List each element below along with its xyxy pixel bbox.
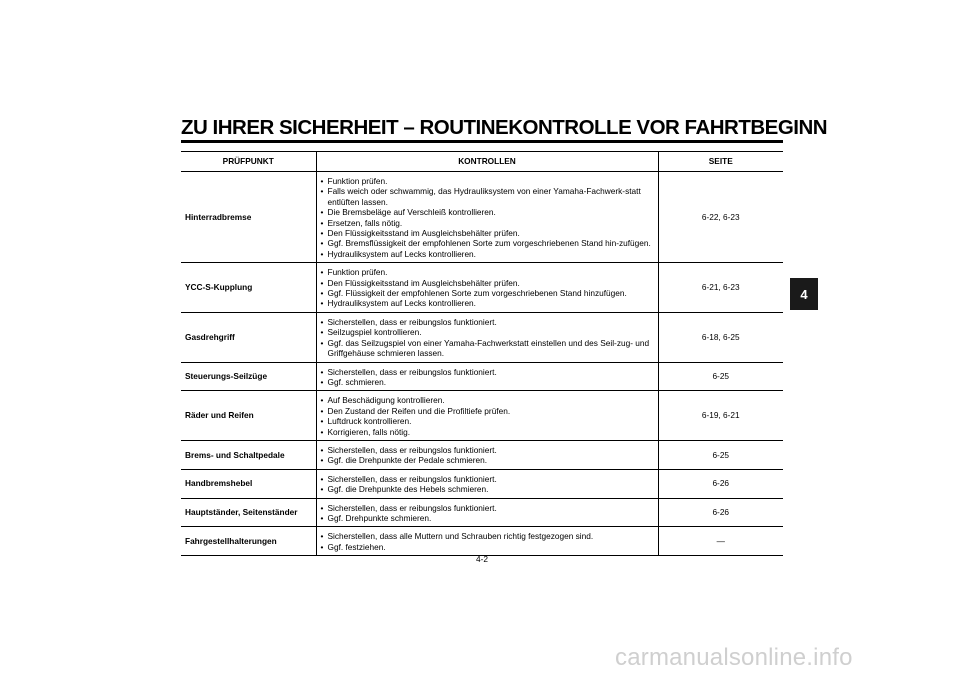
check-list-item: • Sicherstellen, dass er reibungslos funktioniert.	[321, 317, 654, 327]
table-row	[181, 469, 783, 498]
table-body	[181, 172, 783, 556]
check-item: Handbremshebel	[181, 469, 316, 498]
title-rule	[181, 140, 783, 143]
check-list	[317, 391, 658, 440]
check-item: YCC-S-Kupplung	[181, 263, 316, 313]
routine-check-table	[181, 151, 783, 556]
check-list-item: • Ggf. Bremsflüssigkeit der empfohlenen Sorte zum vorgeschriebenen Stand hin-zufügen.	[321, 238, 654, 248]
check-list-cell	[316, 362, 658, 391]
check-item: Hauptständer, Seitenständer	[181, 498, 316, 527]
check-list-item: • Sicherstellen, dass er reibungslos funktioniert.	[321, 474, 654, 484]
check-list-item: • Sicherstellen, dass alle Muttern und Schrauben richtig festgezogen sind.	[321, 531, 654, 541]
check-list-item: • Ggf. schmieren.	[321, 377, 654, 387]
page-reference: —	[658, 527, 783, 556]
check-item: Gasdrehgriff	[181, 312, 316, 362]
page-reference: 6-19, 6-21	[658, 391, 783, 441]
check-list-item: • Den Flüssigkeitsstand im Ausgleichsbehälter prüfen.	[321, 278, 654, 288]
table-row	[181, 312, 783, 362]
page-reference: 6-25	[658, 362, 783, 391]
check-list	[317, 499, 658, 527]
check-list-cell	[316, 527, 658, 556]
page-reference: 6-26	[658, 469, 783, 498]
check-list-item: • Den Zustand der Reifen und die Profiltiefe prüfen.	[321, 406, 654, 416]
check-list-item: • Ggf. die Drehpunkte des Hebels schmieren.	[321, 484, 654, 494]
check-list	[317, 527, 658, 555]
check-list	[317, 172, 658, 262]
check-list-cell	[316, 263, 658, 313]
check-item: Fahrgestellhalterungen	[181, 527, 316, 556]
table-row	[181, 362, 783, 391]
page-reference: 6-21, 6-23	[658, 263, 783, 313]
check-item: Brems- und Schaltpedale	[181, 440, 316, 469]
check-list-item: • Ggf. die Drehpunkte der Pedale schmieren.	[321, 455, 654, 465]
table-row	[181, 391, 783, 441]
check-list	[317, 263, 658, 312]
check-list-item: • Ggf. festziehen.	[321, 542, 654, 552]
check-list-item: • Ggf. Flüssigkeit der empfohlenen Sorte zum vorgeschriebenen Stand hinzufügen.	[321, 288, 654, 298]
check-list-item: • Funktion prüfen.	[321, 176, 654, 186]
check-list-cell	[316, 391, 658, 441]
page-number: 4-2	[476, 554, 488, 564]
table-row	[181, 527, 783, 556]
check-list	[317, 441, 658, 469]
check-list-item: • Sicherstellen, dass er reibungslos funktioniert.	[321, 367, 654, 377]
table-row	[181, 498, 783, 527]
table-row	[181, 440, 783, 469]
check-list-item: • Sicherstellen, dass er reibungslos funktioniert.	[321, 503, 654, 513]
check-list-item: • Ggf. das Seilzugspiel von einer Yamaha-Fachwerkstatt einstellen und des Seil-zug- und Griffgehäuse schmieren lassen.	[321, 338, 654, 359]
check-list-item: • Sicherstellen, dass er reibungslos funktioniert.	[321, 445, 654, 455]
page-reference: 6-26	[658, 498, 783, 527]
check-list	[317, 313, 658, 362]
check-list-cell	[316, 440, 658, 469]
header-item: PRÜFPUNKT	[181, 151, 316, 172]
check-list-item: • Den Flüssigkeitsstand im Ausgleichsbehälter prüfen.	[321, 228, 654, 238]
check-list	[317, 363, 658, 391]
check-list-item: • Hydrauliksystem auf Lecks kontrollieren.	[321, 298, 654, 308]
check-list-cell	[316, 172, 658, 263]
check-list	[317, 470, 658, 498]
check-list-item: • Falls weich oder schwammig, das Hydrauliksystem von einer Yamaha-Fachwerk-statt entlüften lassen.	[321, 186, 654, 207]
check-list-cell	[316, 312, 658, 362]
check-list-item: • Ersetzen, falls nötig.	[321, 218, 654, 228]
header-checks: KONTROLLEN	[316, 151, 658, 172]
check-list-item: • Die Bremsbeläge auf Verschleiß kontrollieren.	[321, 207, 654, 217]
page-title: ZU IHRER SICHERHEIT – ROUTINEKONTROLLE VOR FAHRTBEGINN	[181, 116, 828, 139]
chapter-tab[interactable]: 4	[790, 278, 818, 310]
check-list-item: • Ggf. Drehpunkte schmieren.	[321, 513, 654, 523]
check-item: Steuerungs-Seilzüge	[181, 362, 316, 391]
table-row	[181, 172, 783, 263]
check-list-item: • Seilzugspiel kontrollieren.	[321, 327, 654, 337]
page-reference: 6-25	[658, 440, 783, 469]
check-list-item: • Luftdruck kontrollieren.	[321, 416, 654, 426]
check-list-item: • Funktion prüfen.	[321, 267, 654, 277]
page-reference: 6-18, 6-25	[658, 312, 783, 362]
table-header-row	[181, 151, 783, 172]
check-item: Hinterradbremse	[181, 172, 316, 263]
check-list-cell	[316, 469, 658, 498]
check-list-cell	[316, 498, 658, 527]
table-row	[181, 263, 783, 313]
check-list-item: • Auf Beschädigung kontrollieren.	[321, 395, 654, 405]
header-page: SEITE	[658, 151, 783, 172]
check-item: Räder und Reifen	[181, 391, 316, 441]
watermark: carmanualsonline.info	[615, 644, 853, 671]
page-reference: 6-22, 6-23	[658, 172, 783, 263]
check-list-item: • Korrigieren, falls nötig.	[321, 427, 654, 437]
check-list-item: • Hydrauliksystem auf Lecks kontrollieren.	[321, 249, 654, 259]
